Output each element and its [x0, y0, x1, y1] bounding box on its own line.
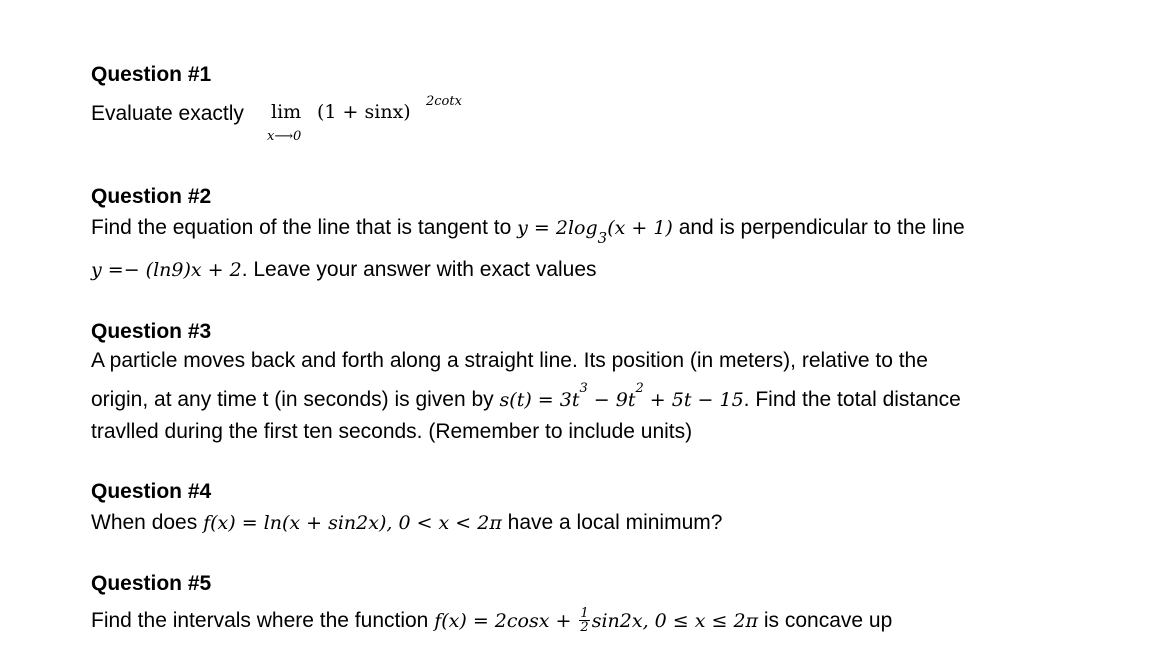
question-2-function: $y = 2\log_3(x + 1)$: [517, 217, 673, 247]
question-1-title: Question #1: [91, 63, 212, 86]
question-5-lead: Find the intervals where the function: [91, 609, 429, 632]
question-4-title: Question #4: [91, 480, 212, 503]
question-1-limit-expression: [265, 94, 475, 150]
question-4-tail: have a local minimum?: [507, 511, 723, 534]
question-4-line-1: [91, 510, 722, 536]
question-5-title: Question #5: [91, 572, 212, 595]
question-5-tail: is concave up: [763, 609, 893, 632]
question-3-title: Question #3: [91, 320, 212, 343]
question-2-line-2: [91, 257, 597, 283]
question-5-function: f(x) = 2cosx + $\frac{1}{2}$ sin2x, 0 ≤ x ≤ 2π: [434, 605, 759, 635]
question-4-lead: When does: [91, 511, 198, 534]
question-3-line-2: [91, 381, 961, 416]
question-1-text: [91, 101, 244, 127]
question-3-position-function: $s(t) = 3t^3 - 9t^2 + 5t - 15$: [499, 381, 744, 411]
fraction-one-half: $\frac{1}{2}$: [580, 605, 589, 635]
question-2-text-b: and is perpendicular to the line: [678, 216, 965, 239]
question-2-text-a: Find the equation of the line that is tangent to: [91, 216, 512, 239]
question-2-text-c: . Leave your answer with exact values: [241, 258, 597, 281]
question-2-line-equation: y =− (ln9)x + 2: [91, 259, 242, 281]
question-2-title: Question #2: [91, 185, 212, 208]
question-3-text-a: origin, at any time t (in seconds) is given by: [91, 388, 494, 411]
question-5-line-1: [91, 605, 893, 636]
question-1-lead: Evaluate exactly: [91, 102, 244, 125]
question-2-line-1: [91, 215, 965, 247]
question-3-line-1: A particle moves back and forth along a straight line. Its position (in meters), relative to the: [91, 349, 928, 372]
question-3-text-b: . Find the total distance: [743, 388, 961, 411]
question-3-line-3: travlled during the first ten seconds. (Remember to include units): [91, 420, 693, 443]
limit-exponent: 2cotx: [426, 94, 462, 109]
limit-operator: lim: [271, 101, 302, 123]
limit-subscript: x⟶0: [267, 129, 302, 144]
limit-base: (1 + sinx): [317, 101, 411, 123]
question-4-function: f(x) = ln(x + sin2x), 0 < x < 2π: [203, 512, 502, 534]
